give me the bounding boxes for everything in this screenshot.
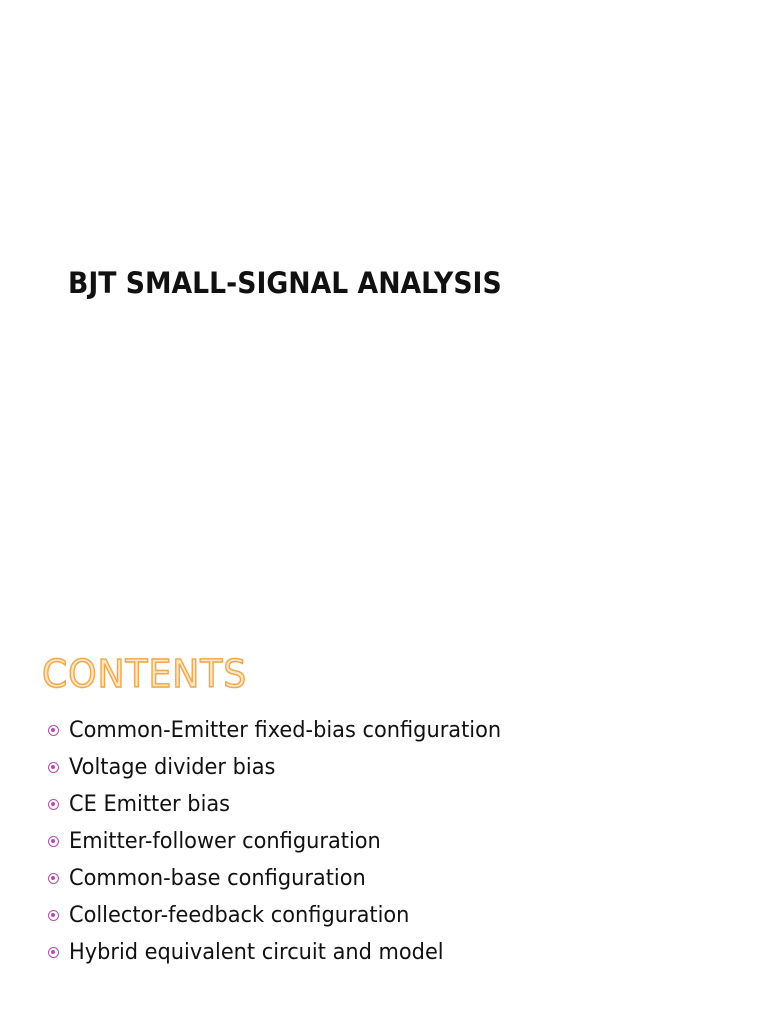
- list-item-text: CE Emitter bias: [69, 792, 231, 817]
- circle-bullet-icon: [48, 762, 59, 773]
- list-item-text: Collector-feedback configuration: [69, 903, 410, 928]
- circle-bullet-icon: [48, 947, 59, 958]
- list-item-text: Voltage divider bias: [69, 755, 276, 780]
- list-item-text: Common-base configuration: [69, 866, 366, 891]
- circle-bullet-icon: [48, 873, 59, 884]
- circle-bullet-icon: [48, 799, 59, 810]
- list-item: [48, 712, 524, 749]
- contents-slide: [0, 512, 768, 1024]
- list-item: [48, 749, 524, 786]
- list-item-text: Emitter-follower configuration: [69, 829, 381, 854]
- list-item-text: Common-Emitter fixed-bias configuration: [69, 718, 502, 743]
- list-item: [48, 934, 524, 971]
- circle-bullet-icon: [48, 910, 59, 921]
- list-item: [48, 897, 524, 934]
- slide-title: BJT SMALL-SIGNAL ANALYSIS: [68, 266, 502, 300]
- list-item: [48, 823, 524, 860]
- list-item: [48, 786, 524, 823]
- contents-list: [48, 712, 524, 971]
- list-item: [48, 860, 524, 897]
- circle-bullet-icon: [48, 836, 59, 847]
- list-item-text: Hybrid equivalent circuit and model: [69, 940, 444, 965]
- circle-bullet-icon: [48, 725, 59, 736]
- contents-heading: CONTENTS: [42, 652, 248, 696]
